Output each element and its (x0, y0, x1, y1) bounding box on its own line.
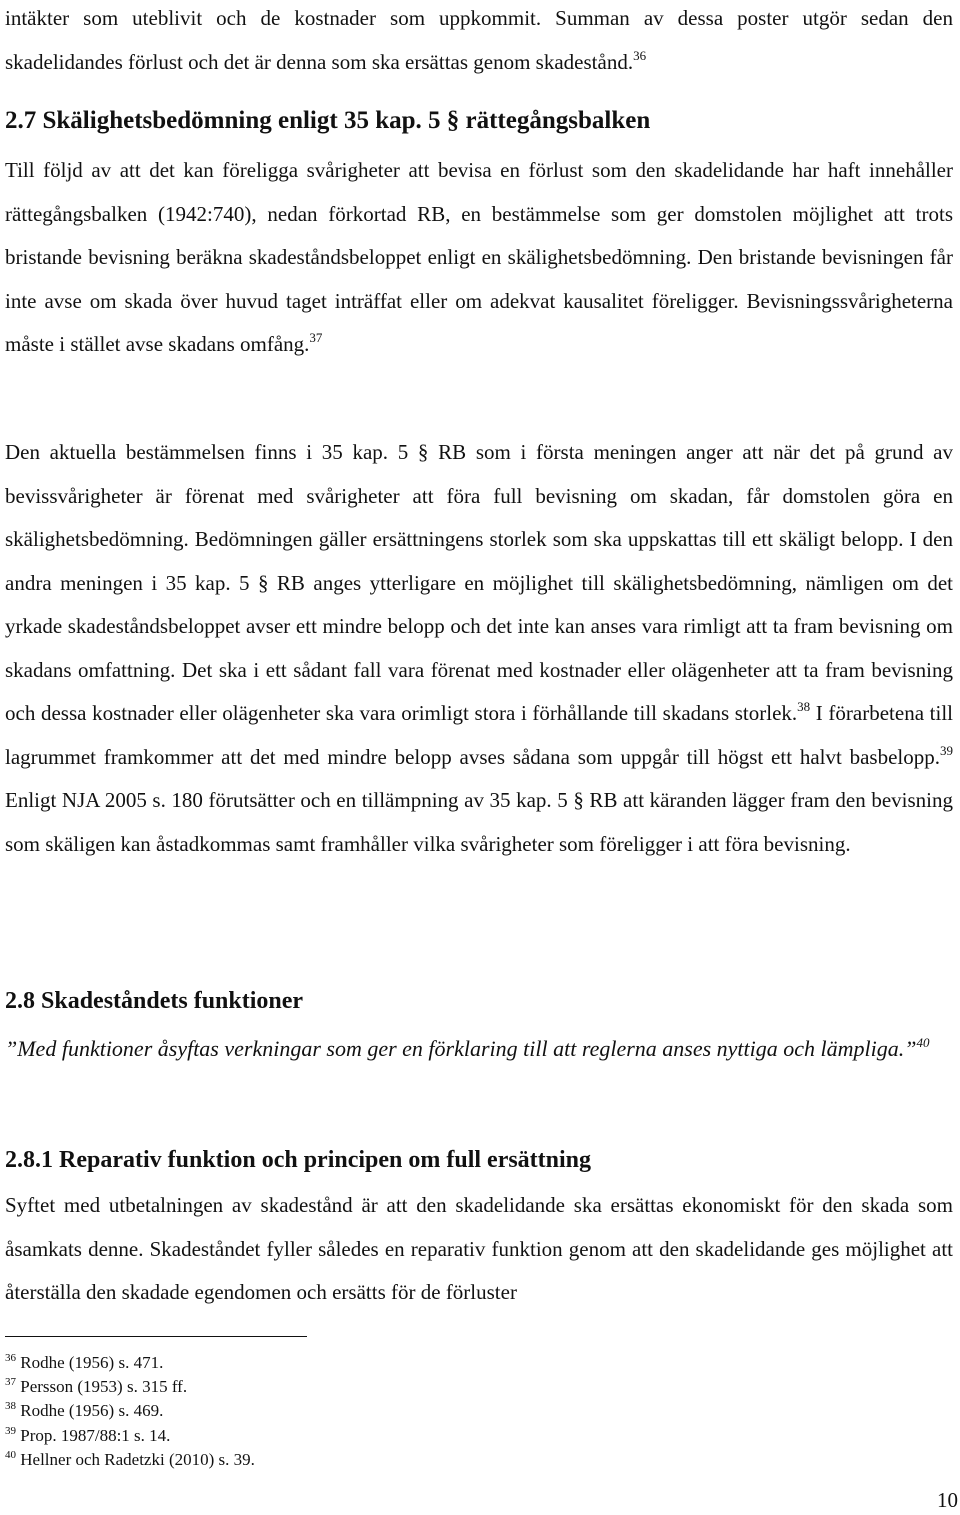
footnote-number: 39 (5, 1425, 16, 1437)
intro-text: intäkter som uteblivit och de kostnader som uppkommit. Summan av dessa poster utgör sedan den skadelidandes förlust och det är denna som ska ersättas genom skadestånd. (5, 6, 953, 74)
footnote-ref-40[interactable]: 40 (916, 1035, 930, 1050)
footnote-38 (5, 1399, 163, 1423)
footnote-ref-36[interactable]: 36 (633, 47, 647, 63)
section-2-7-paragraph-2-text-a: Den aktuella bestämmelsen finns i 35 kap. 5 § RB som i första meningen anger att när det på grund av bevissvårigheter är förenat med svårigheter att föra full bevisning om skadan, får domstolen göra en skälighetsbedömning. Bedömningen gäller ersättningens storlek som ska uppskattas till ett skäligt belopp. I den andra meningen i 35 kap. 5 § RB anges ytterligare en möjlighet till skälighetsbedömning, nämligen om det yrkade skadeståndsbeloppet avser ett mindre belopp och det inte kan anses vara rimligt att ta fram bevisning om skadans omfattning. Det ska i ett sådant fall vara förenat med kostnader eller olägenheter att ta fram bevisning och dessa kostnader eller olägenheter ska vara orimligt stora i förhållande till skadans storlek. (5, 440, 953, 725)
footnote-ref-37[interactable]: 37 (309, 330, 323, 345)
intro-paragraph (5, 0, 953, 84)
footnote-39 (5, 1424, 170, 1448)
footnote-number: 36 (5, 1352, 16, 1364)
section-2-7-paragraph-1 (5, 149, 953, 367)
footnote-ref-38[interactable]: 38 (797, 699, 811, 714)
page-number: 10 (937, 1488, 958, 1512)
footnote-separator (5, 1336, 307, 1337)
footnote-37 (5, 1375, 187, 1399)
section-2-7-paragraph-1-text: Till följd av att det kan föreligga svårigheter att bevisa en förlust som den skadelidande har haft innehåller rättegångsbalken (1942:740), nedan förkortad RB, en bestämmelse som ger domstolen möjlighet att trots bristande bevisning beräkna skadeståndsbeloppet enligt en skälighetsbedömning. Den bristande bevisningen får inte avse om skada över huvud taget inträffat eller om adekvat kausalitet föreligger. Bevisningssvårigheterna måste i stället avse skadans omfång. (5, 158, 953, 356)
footnote-40 (5, 1448, 255, 1472)
footnote-ref-39[interactable]: 39 (940, 742, 953, 758)
footnote-number: 38 (5, 1400, 16, 1412)
section-2-8-heading: 2.8 Skadeståndets funktioner (5, 988, 304, 1014)
footnote-number: 37 (5, 1376, 16, 1388)
section-2-7-paragraph-2-text-b: I förarbetena till lagrummet framkommer att det med mindre belopp avses sådana som uppgår till högst ett halvt basbelopp. (5, 701, 953, 769)
footnote-36 (5, 1351, 163, 1375)
footnote-number: 40 (5, 1449, 16, 1461)
section-2-8-1-heading: 2.8.1 Reparativ funktion och principen om full ersättning (5, 1147, 592, 1173)
section-2-7-paragraph-2 (5, 431, 953, 866)
section-2-8-quote (5, 1028, 953, 1070)
footnote-text: Rodhe (1956) s. 469. (20, 1401, 164, 1420)
footnote-text: Prop. 1987/88:1 s. 14. (20, 1426, 171, 1445)
section-2-8-1-paragraph: Syftet med utbetalningen av skadestånd är att den skadelidande ska ersättas ekonomiskt för den skada som åsamkats denne. Skadeståndet fyller således en reparativ funktion genom att den skadelidande ges möjlighet att återställa den skadade egendomen och ersätts för de förluster (5, 1193, 953, 1304)
section-2-7-heading: 2.7 Skälighetsbedömning enligt 35 kap. 5 § rättegångsbalken (5, 107, 651, 134)
footnote-text: Hellner och Radetzki (2010) s. 39. (20, 1450, 255, 1469)
section-2-8-quote-text: ”Med funktioner åsyftas verkningar som ger en förklaring till att reglerna anses nyttiga och lämpliga.” (5, 1036, 917, 1061)
section-2-7-paragraph-2-text-c: Enligt NJA 2005 s. 180 förutsätter och en tillämpning av 35 kap. 5 § RB att käranden lägger fram den bevisning som skäligen kan åstadkommas samt framhåller vilka svårigheter som föreligger i att föra bevisning. (5, 788, 953, 856)
footnote-text: Persson (1953) s. 315 ff. (20, 1377, 188, 1396)
footnote-text: Rodhe (1956) s. 471. (20, 1353, 164, 1372)
